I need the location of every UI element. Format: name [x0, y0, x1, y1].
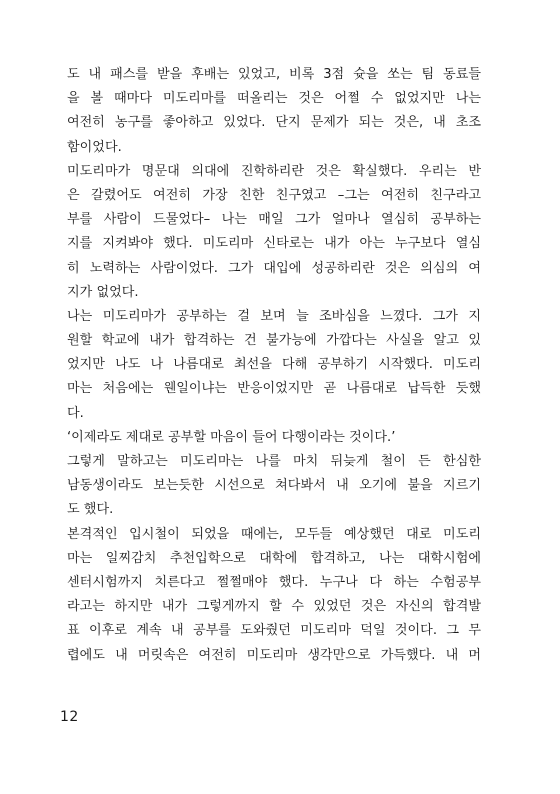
text-line: 함이었다. [67, 139, 122, 155]
text-line: 지가 없었다. [67, 284, 139, 300]
text-line: 남동생이라도 보는듯한 시선으로 쳐다봐서 내 오기에 불을 지르기 [67, 478, 481, 494]
text-line: ‘이제라도 제대로 공부할 마음이 들어 다행이라는 것이다.’ [67, 429, 396, 445]
body-text [67, 63, 481, 668]
text-line: 다. [67, 405, 84, 421]
text-line: 표 이후로 계속 내 공부를 도와줬던 미도리마 덕일 것이다. 그 무 [67, 623, 481, 639]
text-line: 지를 지켜봐야 했다. 미도리마 신타로는 내가 아는 누구보다 열심 [67, 236, 481, 252]
text-line: 부를 사람이 드물었다– 나는 매일 그가 얼마나 열심히 공부하는 [67, 212, 481, 228]
text-line: 나는 미도리마가 공부하는 걸 보며 늘 조바심을 느꼈다. 그가 지 [67, 308, 481, 324]
text-line: 렵에도 내 머릿속은 여전히 미도리마 생각만으로 가득했다. 내 머 [67, 647, 481, 663]
text-line: 히 노력하는 사람이었다. 그가 대입에 성공하리란 것은 의심의 여 [67, 260, 481, 276]
text-line: 본격적인 입시철이 되었을 때에는, 모두들 예상했던 대로 미도리 [67, 526, 481, 542]
page-number: 12 [60, 709, 79, 725]
text-line: 미도리마가 명문대 의대에 진학하리란 것은 확실했다. 우리는 반 [67, 163, 481, 179]
text-line: 원할 학교에 내가 합격하는 건 불가능에 가깝다는 사실을 알고 있 [67, 333, 481, 349]
text-line: 도 내 패스를 받을 후배는 있었고, 비록 3점 슛을 쏘는 팀 동료들 [67, 67, 481, 82]
text-line: 었지만 나도 나 나름대로 최선을 다해 공부하기 시작했다. 미도리 [67, 357, 481, 373]
text-line: 센터시험까지 치른다고 쩔쩔매야 했다. 누구나 다 하는 수험공부 [67, 574, 481, 590]
text-line: 여전히 농구를 좋아하고 있었다. 단지 문제가 되는 것은, 내 초조 [67, 115, 481, 131]
text-line: 마는 처음에는 웬일이냐는 반응이었지만 곧 나름대로 납득한 듯했 [67, 381, 481, 397]
text-line: 도 했다. [67, 502, 114, 518]
text-line: 라고는 하지만 내가 그렇게까지 할 수 있었던 것은 자신의 합격발 [67, 599, 481, 615]
text-line: 마는 일찌감치 추천입학으로 대학에 합격하고, 나는 대학시험에 [67, 550, 481, 566]
text-line: 은 갈렸어도 여전히 가장 친한 친구였고 –그는 여전히 친구라고 [67, 187, 481, 203]
text-line: 을 볼 때마다 미도리마를 떠올리는 것은 어쩔 수 없었지만 나는 [67, 91, 481, 107]
text-line: 그렇게 말하고는 미도리마는 나를 마치 뒤늦게 철이 든 한심한 [67, 454, 481, 469]
